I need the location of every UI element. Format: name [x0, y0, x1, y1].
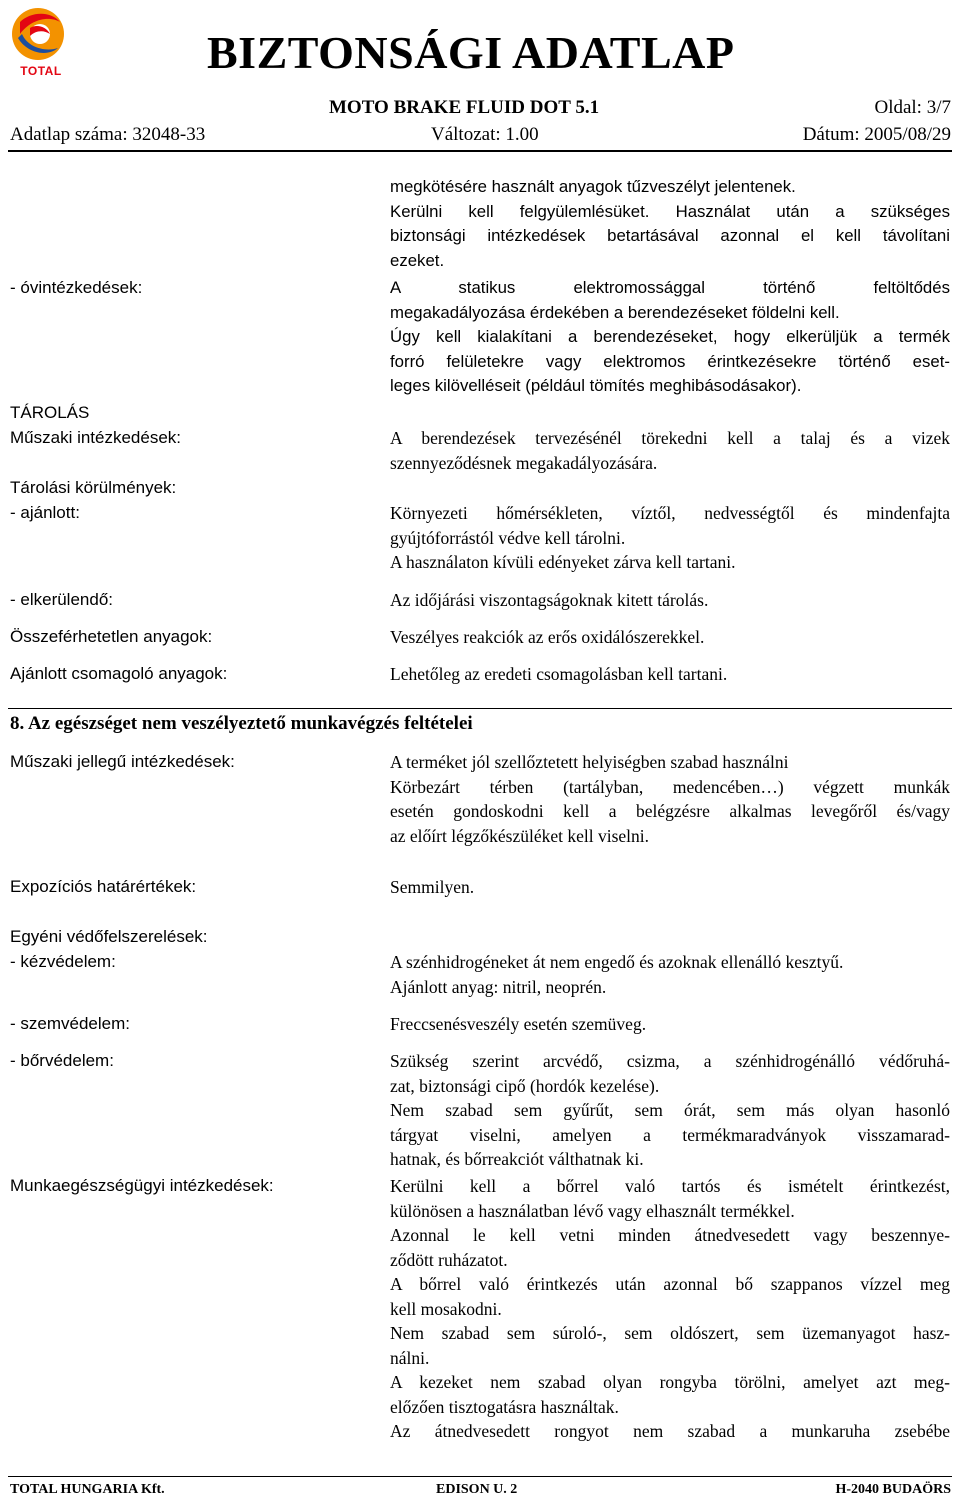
text-line: Úgy kell kialakítani a berendezéseket, hogy elkerüljük a termék [390, 327, 950, 346]
footer-address: EDISON U. 2 [436, 1482, 518, 1497]
text-line: megkötésére használt anyagok tűzveszélyt jelentenek. [390, 177, 796, 196]
exposure-limits-text: Semmilyen. [390, 877, 475, 897]
skin-protection-text [390, 1049, 950, 1172]
hand-protection-label: - kézvédelem: [10, 952, 116, 971]
text-line: szennyeződésnek megakadályozására. [390, 452, 658, 473]
page-number: Oldal: 3/7 [874, 97, 951, 118]
sheet-number: Adatlap száma: 32048-33 [10, 124, 206, 145]
text-line: Ajánlott anyag: nitril, neoprén. [390, 976, 607, 997]
precautions-label: - óvintézkedések: [10, 278, 143, 297]
text-line: ződött ruházatot. [390, 1249, 508, 1270]
footer-city: H-2040 BUDAÖRS [835, 1482, 951, 1497]
text-line: A szénhidrogéneket át nem engedő és azoknak ellenálló kesztyű. [390, 952, 844, 972]
text-line: A bőrrel való érintkezés után azonnal bő szappanos vízzel meg [390, 1274, 950, 1294]
storage-heading: TÁROLÁS [10, 403, 90, 422]
text-line: A berendezések tervezésénél törekedni kell a talaj és a vizek [390, 428, 950, 448]
footer-company: TOTAL HUNGARIA Kft. [10, 1482, 165, 1497]
text-line: leges kilövelléseit (például tömítés meghibásodásakor). [390, 376, 802, 395]
text-line: hatnak, és bőrreakciót válthatnak ki. [390, 1149, 644, 1169]
storage-conditions-label: Tárolási körülmények: [10, 478, 177, 497]
skin-protection-label: - bőrvédelem: [10, 1051, 114, 1070]
packaging-label: Ajánlott csomagoló anyagok: [10, 664, 228, 683]
text-line: előzően tisztogatásra használtak. [390, 1396, 619, 1417]
eye-protection-label: - szemvédelem: [10, 1014, 130, 1033]
text-line: forró felületekre vagy elektromos érintkezésekre történő eset- [390, 351, 950, 371]
eye-protection-text: Freccsenésveszély esetén szemüveg. [390, 1014, 647, 1034]
hygiene-measures-label: Munkaegészségügyi intézkedések: [10, 1176, 274, 1195]
total-logo-icon [6, 4, 70, 64]
ppe-label: Egyéni védőfelszerelések: [10, 927, 208, 946]
text-line: esetén gondoskodni kell a belégzésre alkalmas levegőről és/vagy [390, 801, 950, 821]
total-logo [6, 4, 70, 76]
storage-recommended-text [390, 501, 950, 575]
logo-wordmark: TOTAL [20, 64, 62, 78]
text-line: A használaton kívüli edényeket zárva kell tartani. [390, 552, 736, 572]
storage-avoid-label: - elkerülendő: [10, 590, 114, 609]
text-line: Kerülni kell a bőrrel való tartós és ismételt érintkezést, [390, 1176, 950, 1196]
text-line: zat, biztonsági cipő (hordók kezelése). [390, 1075, 660, 1096]
section-8-heading: 8. Az egészséget nem veszélyeztető munkavégzés feltételei [10, 713, 473, 734]
section-rule [8, 708, 952, 709]
text-line: Környezeti hőmérsékleten, víztől, nedvességtől és mindenfajta [390, 503, 950, 523]
precautions-text [390, 276, 950, 399]
storage-avoid-text: Az időjárási viszontagságoknak kitett tárolás. [390, 590, 709, 610]
text-line: megakadályozása érdekében a berendezéseket földelni kell. [390, 302, 840, 322]
technical-measures-label: Műszaki jellegű intézkedések: [10, 752, 235, 771]
text-line: biztonsági intézkedések betartásával azonnal el kell távolítani [390, 226, 950, 245]
text-line: kell mosakodni. [390, 1298, 502, 1319]
text-line: az előírt légzőkészüléket kell viselni. [390, 825, 649, 846]
hygiene-measures-text [390, 1174, 950, 1444]
header-rule [8, 150, 952, 152]
text-line: különösen a használatban lévő vagy elhasznált termékkel. [390, 1200, 795, 1221]
text-line: Nem szabad sem gyűrűt, sem órát, sem más olyan hasonló [390, 1100, 950, 1120]
packaging-text: Lehetőleg az eredeti csomagolásban kell tartani. [390, 664, 728, 684]
storage-recommended-label: - ajánlott: [10, 503, 80, 522]
date: Dátum: 2005/08/29 [802, 124, 951, 145]
product-name: MOTO BRAKE FLUID DOT 5.1 [329, 97, 600, 118]
incompatible-label: Összeférhetetlen anyagok: [10, 627, 213, 646]
text-line: gyújtóforrástól védve kell tárolni. [390, 527, 626, 548]
document-title: BIZTONSÁGI ADATLAP [207, 27, 735, 78]
text-line: tárgyat viselni, amelyen a termékmaradványok visszamarad- [390, 1124, 950, 1145]
text-line: A terméket jól szellőztetett helyiségben szabad használni [390, 752, 789, 772]
exposure-limits-label: Expozíciós határértékek: [10, 877, 197, 896]
text-line: Az átnedvesedett rongyot nem szabad a munkaruha zsebébe [390, 1421, 950, 1441]
storage-technical-label: Műszaki intézkedések: [10, 428, 182, 447]
continuation-text [390, 175, 950, 273]
footer-rule [8, 1476, 952, 1477]
incompatible-text: Veszélyes reakciók az erős oxidálószerekkel. [390, 627, 705, 647]
version: Változat: 1.00 [431, 124, 539, 145]
text-line: Nem szabad sem súroló-, sem oldószert, sem üzemanyagot hasz- [390, 1323, 950, 1343]
text-line: ezeket. [390, 250, 445, 270]
text-line: nálni. [390, 1347, 430, 1368]
text-line: Azonnal le kell vetni minden átnedvesedett vagy beszennye- [390, 1225, 950, 1245]
hand-protection-text [390, 950, 950, 999]
text-line: Kerülni kell felgyülemlésüket. Használat után a szükséges [390, 201, 950, 221]
technical-measures-text [390, 750, 950, 848]
text-line: A statikus elektromossággal történő feltöltődés [390, 278, 950, 297]
text-line: Szükség szerint arcvédő, csizma, a szénhidrogénálló védőruhá- [390, 1051, 950, 1071]
text-line: A kezeket nem szabad olyan rongyba törölni, amelyet azt meg- [390, 1372, 950, 1392]
text-line: Körbezárt térben (tartályban, medencében…) végzett munkák [390, 776, 950, 797]
storage-technical-text [390, 426, 950, 475]
